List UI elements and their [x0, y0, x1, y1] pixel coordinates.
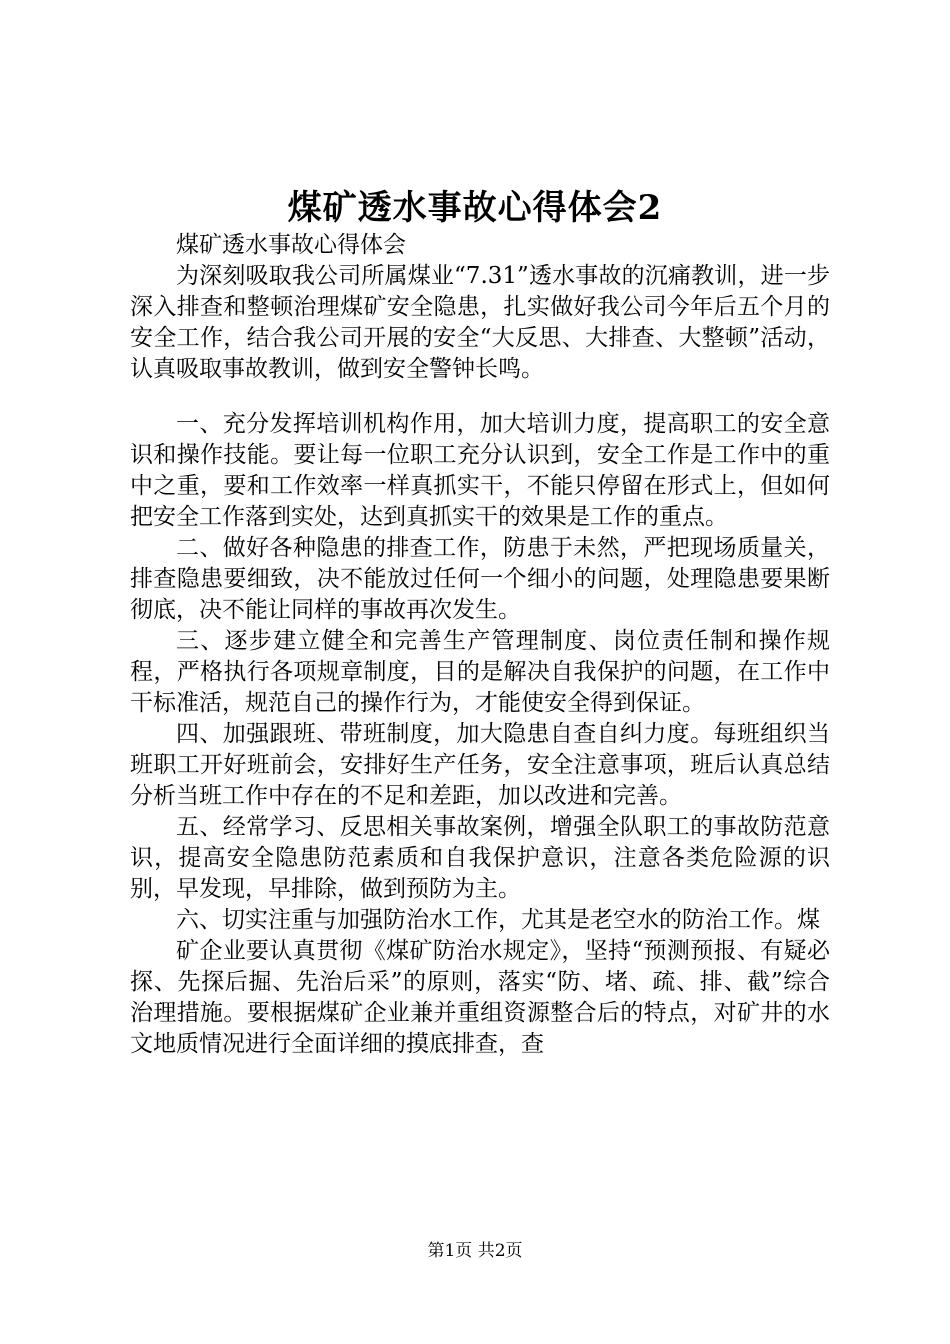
paragraph-continuation: 矿企业要认真贯彻《煤矿防治水规定》，坚持“预测预报、有疑必探、先探后掘、先治后采”的原则，落实“防、堵、疏、排、截”综合治理措施。要根据煤矿企业兼并重组资源整合后的特点，对矿井的水文地质情况进行全面详细的摸底排查，查 — [130, 938, 830, 1057]
paragraph-intro: 为深刻吸取我公司所属煤业“7.31”透水事故的沉痛教训，进一步深入排查和整顿治理煤矿安全隐患，扎实做好我公司今年后五个月的安全工作，结合我公司开展的安全“大反思、大排查、大整顿”活动，认真吸取事故教训，做到安全警钟长鸣。 — [130, 263, 830, 382]
paragraph-point-2: 二、做好各种隐患的排查工作，防患于未然，严把现场质量关，排查隐患要细致，决不能放过任何一个细小的问题，处理隐患要果断彻底，决不能让同样的事故再次发生。 — [130, 535, 830, 623]
paragraph-point-3: 三、逐步建立健全和完善生产管理制度、岗位责任制和操作规程，严格执行各项规章制度，目的是解决自我保护的问题，在工作中干标准活，规范自己的操作行为，才能使安全得到保证。 — [130, 628, 830, 716]
document-title: 煤矿透水事故心得体会2 — [287, 188, 663, 228]
paragraph-point-6: 六、切实注重与加强防治水工作，尤其是老空水的防治工作。煤 — [176, 907, 820, 933]
paragraph-point-1: 一、充分发挥培训机构作用，加大培训力度，提高职工的安全意识和操作技能。要让每一位职工充分认识到，安全工作是工作中的重中之重，要和工作效率一样真抓实干，不能只停留在形式上，但如何把安全工作落到实处，达到真抓实干的效果是工作的重点。 — [130, 411, 830, 530]
page-number-footer: 第1页 共2页 — [427, 1241, 523, 1261]
document-body — [130, 230, 830, 1060]
paragraph-point-5: 五、经常学习、反思相关事故案例，增强全队职工的事故防范意识，提高安全隐患防范素质和自我保护意识，注意各类危险源的识别，早发现，早排除，做到预防为主。 — [130, 814, 830, 902]
paragraph-point-4: 四、加强跟班、带班制度，加大隐患自查自纠力度。每班组织当班职工开好班前会，安排好生产任务，安全注意事项，班后认真总结分析当班工作中存在的不足和差距，加以改进和完善。 — [130, 721, 830, 809]
paragraph-subtitle: 煤矿透水事故心得体会 — [176, 232, 406, 258]
